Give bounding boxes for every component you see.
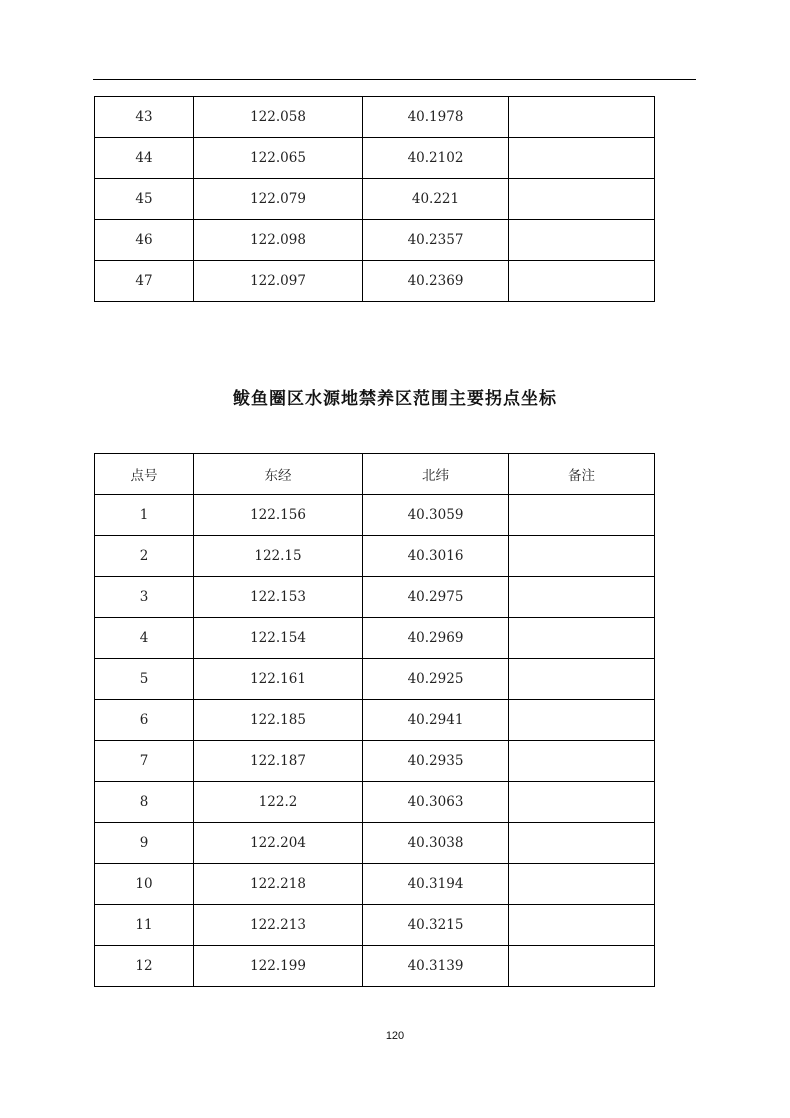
note-cell [509,741,655,782]
table-row [95,220,655,261]
table-row [95,782,655,823]
latitude-cell: 40.3059 [363,495,509,536]
point-number-cell: 45 [95,179,194,220]
table-row [95,741,655,782]
longitude-cell: 122.213 [194,905,363,946]
point-number-cell: 4 [95,618,194,659]
table-row [95,823,655,864]
note-cell [509,618,655,659]
latitude-cell: 40.3038 [363,823,509,864]
note-cell [509,220,655,261]
latitude-cell: 40.2941 [363,700,509,741]
table-row [95,946,655,987]
table-row [95,864,655,905]
point-number-cell: 12 [95,946,194,987]
point-number-cell: 7 [95,741,194,782]
column-header-note: 备注 [509,454,655,495]
longitude-cell: 122.097 [194,261,363,302]
latitude-cell: 40.221 [363,179,509,220]
table-row [95,905,655,946]
latitude-cell: 40.2969 [363,618,509,659]
column-header-longitude: 东经 [194,454,363,495]
header-rule [93,79,696,80]
latitude-cell: 40.2975 [363,577,509,618]
note-cell [509,700,655,741]
longitude-cell: 122.15 [194,536,363,577]
point-number-cell: 47 [95,261,194,302]
table-row [95,536,655,577]
point-number-cell: 10 [95,864,194,905]
longitude-cell: 122.153 [194,577,363,618]
table-row [95,138,655,179]
latitude-cell: 40.2369 [363,261,509,302]
note-cell [509,782,655,823]
table-row [95,179,655,220]
table-row [95,577,655,618]
point-number-cell: 1 [95,495,194,536]
point-number-cell: 2 [95,536,194,577]
note-cell [509,946,655,987]
latitude-cell: 40.2102 [363,138,509,179]
longitude-cell: 122.058 [194,97,363,138]
note-cell [509,138,655,179]
table-row [95,700,655,741]
longitude-cell: 122.065 [194,138,363,179]
latitude-cell: 40.3215 [363,905,509,946]
point-number-cell: 44 [95,138,194,179]
point-number-cell: 43 [95,97,194,138]
table-row [95,261,655,302]
latitude-cell: 40.3016 [363,536,509,577]
longitude-cell: 122.185 [194,700,363,741]
latitude-cell: 40.2935 [363,741,509,782]
latitude-cell: 40.3063 [363,782,509,823]
section-title: 鲅鱼圈区水源地禁养区范围主要拐点坐标 [233,389,557,409]
longitude-cell: 122.154 [194,618,363,659]
note-cell [509,659,655,700]
continued-coordinates-table [94,96,655,302]
column-header-latitude: 北纬 [363,454,509,495]
point-number-cell: 5 [95,659,194,700]
note-cell [509,179,655,220]
table-row [95,618,655,659]
latitude-cell: 40.2925 [363,659,509,700]
longitude-cell: 122.199 [194,946,363,987]
longitude-cell: 122.156 [194,495,363,536]
longitude-cell: 122.098 [194,220,363,261]
point-number-cell: 3 [95,577,194,618]
point-number-cell: 11 [95,905,194,946]
note-cell [509,97,655,138]
table-header-row [95,454,655,495]
latitude-cell: 40.3194 [363,864,509,905]
point-number-cell: 46 [95,220,194,261]
column-header-point-number: 点号 [95,454,194,495]
longitude-cell: 122.218 [194,864,363,905]
page-number: 120 [385,1030,405,1042]
point-number-cell: 8 [95,782,194,823]
note-cell [509,864,655,905]
longitude-cell: 122.079 [194,179,363,220]
longitude-cell: 122.2 [194,782,363,823]
latitude-cell: 40.1978 [363,97,509,138]
point-number-cell: 6 [95,700,194,741]
note-cell [509,261,655,302]
longitude-cell: 122.187 [194,741,363,782]
note-cell [509,823,655,864]
table-row [95,659,655,700]
table-row [95,97,655,138]
latitude-cell: 40.3139 [363,946,509,987]
coordinates-table [94,453,655,987]
note-cell [509,905,655,946]
point-number-cell: 9 [95,823,194,864]
note-cell [509,495,655,536]
longitude-cell: 122.204 [194,823,363,864]
latitude-cell: 40.2357 [363,220,509,261]
longitude-cell: 122.161 [194,659,363,700]
note-cell [509,577,655,618]
table-row [95,495,655,536]
note-cell [509,536,655,577]
